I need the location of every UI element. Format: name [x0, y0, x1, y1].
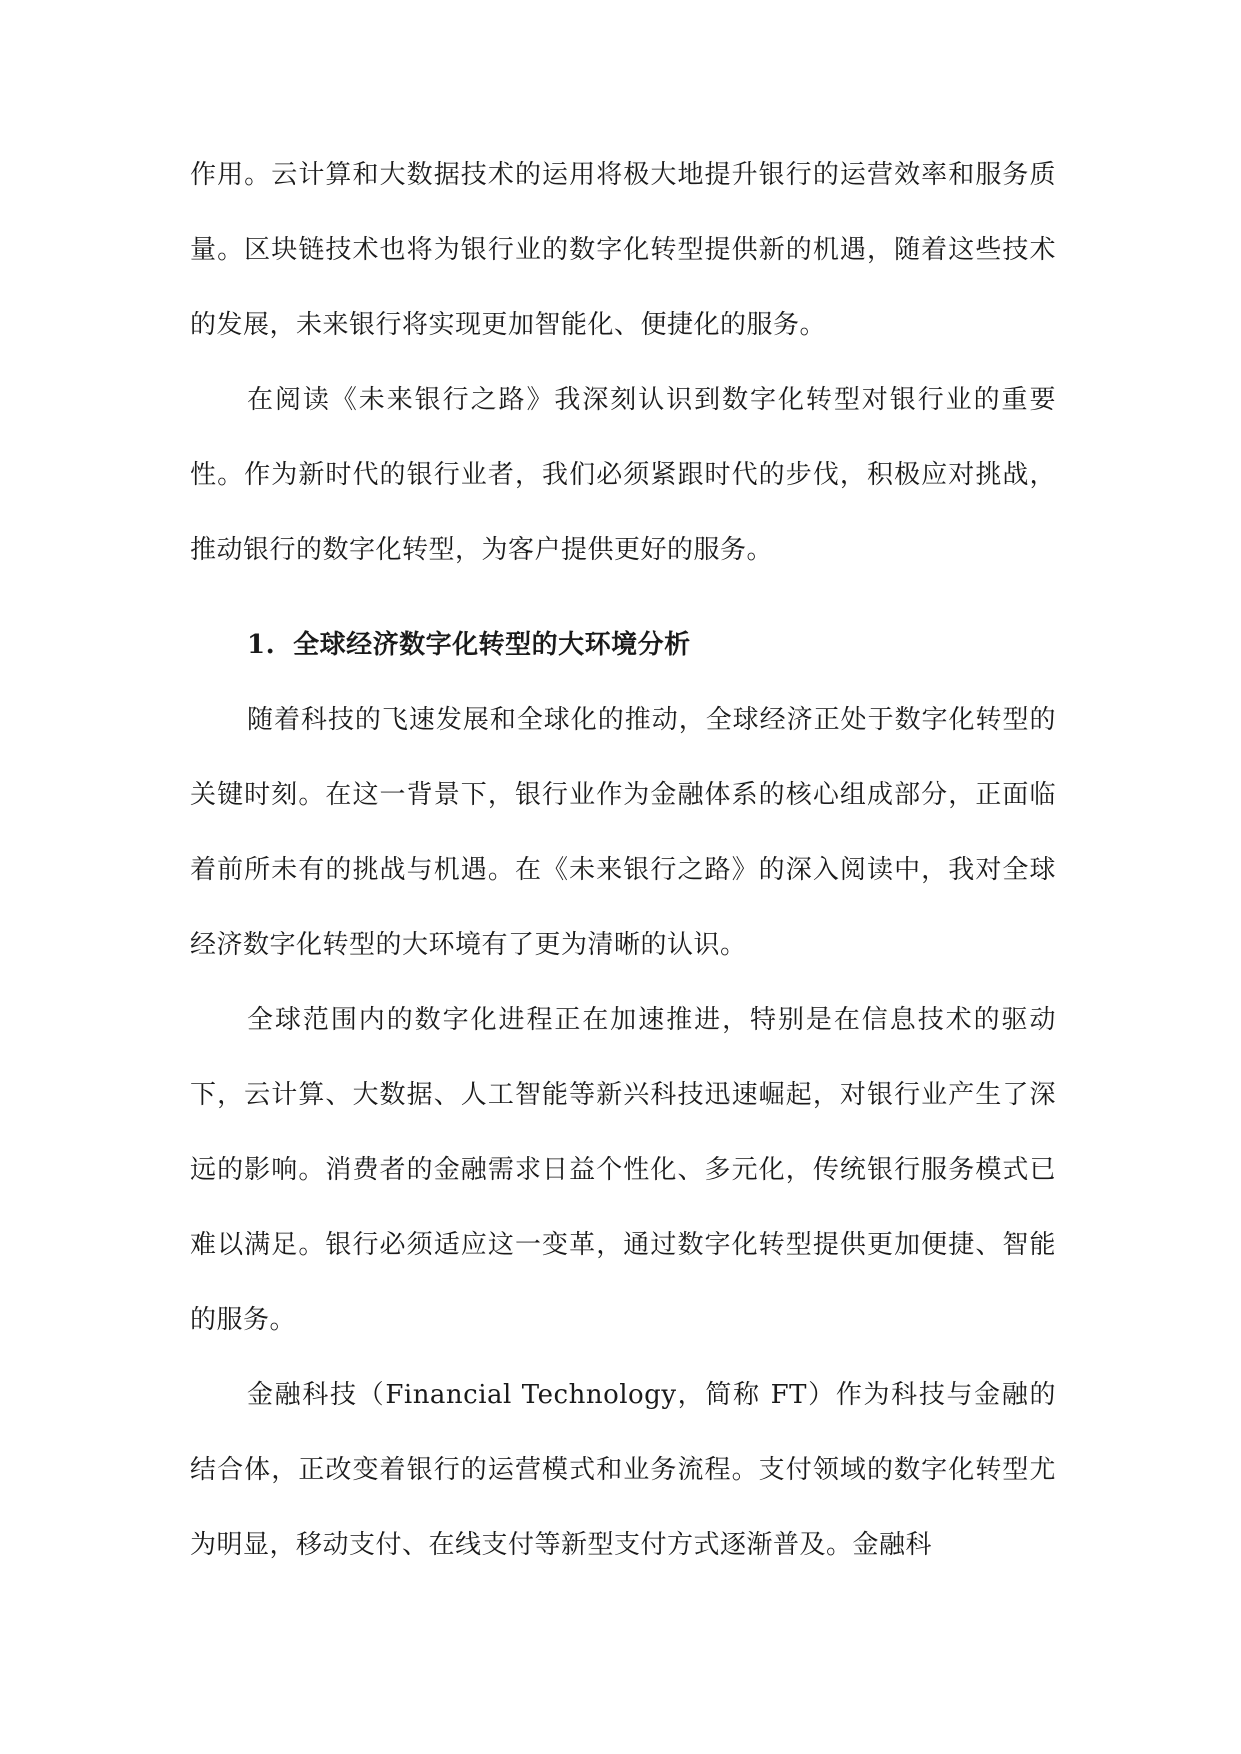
paragraph-background: 随着科技的飞速发展和全球化的推动，全球经济正处于数字化转型的关键时刻。在这一背景下，银行业作为金融体系的核心组成部分，正面临着前所未有的挑战与机遇。在《未来银行之路》的深入阅读中，我对全球经济数字化转型的大环境有了更为清晰的认识。: [190, 705, 1056, 960]
paragraph-continuation: 作用。云计算和大数据技术的运用将极大地提升银行的运营效率和服务质量。区块链技术也将为银行业的数字化转型提供新的机遇，随着这些技术的发展，未来银行将实现更加智能化、便捷化的服务。: [190, 160, 1056, 340]
paragraph-reading-reflection: 在阅读《未来银行之路》我深刻认识到数字化转型对银行业的重要性。作为新时代的银行业者，我们必须紧跟时代的步伐，积极应对挑战，推动银行的数字化转型，为客户提供更好的服务。: [190, 385, 1056, 565]
document-page: [190, 138, 1056, 1583]
paragraph-fintech: 金融科技（Financial Technology，简称 FT）作为科技与金融的结合体，正改变着银行的运营模式和业务流程。支付领域的数字化转型尤为明显，移动支付、在线支付等新型支付方式逐渐普及。金融科: [190, 1380, 1056, 1560]
section-title: 全球经济数字化转型的大环境分析: [293, 630, 691, 660]
section-number: 1.: [247, 630, 276, 660]
section-heading: [190, 608, 1056, 683]
paragraph-digital-progress: 全球范围内的数字化进程正在加速推进，特别是在信息技术的驱动下，云计算、大数据、人工智能等新兴科技迅速崛起，对银行业产生了深远的影响。消费者的金融需求日益个性化、多元化，传统银行服务模式已难以满足。银行必须适应这一变革，通过数字化转型提供更加便捷、智能的服务。: [190, 1005, 1056, 1335]
